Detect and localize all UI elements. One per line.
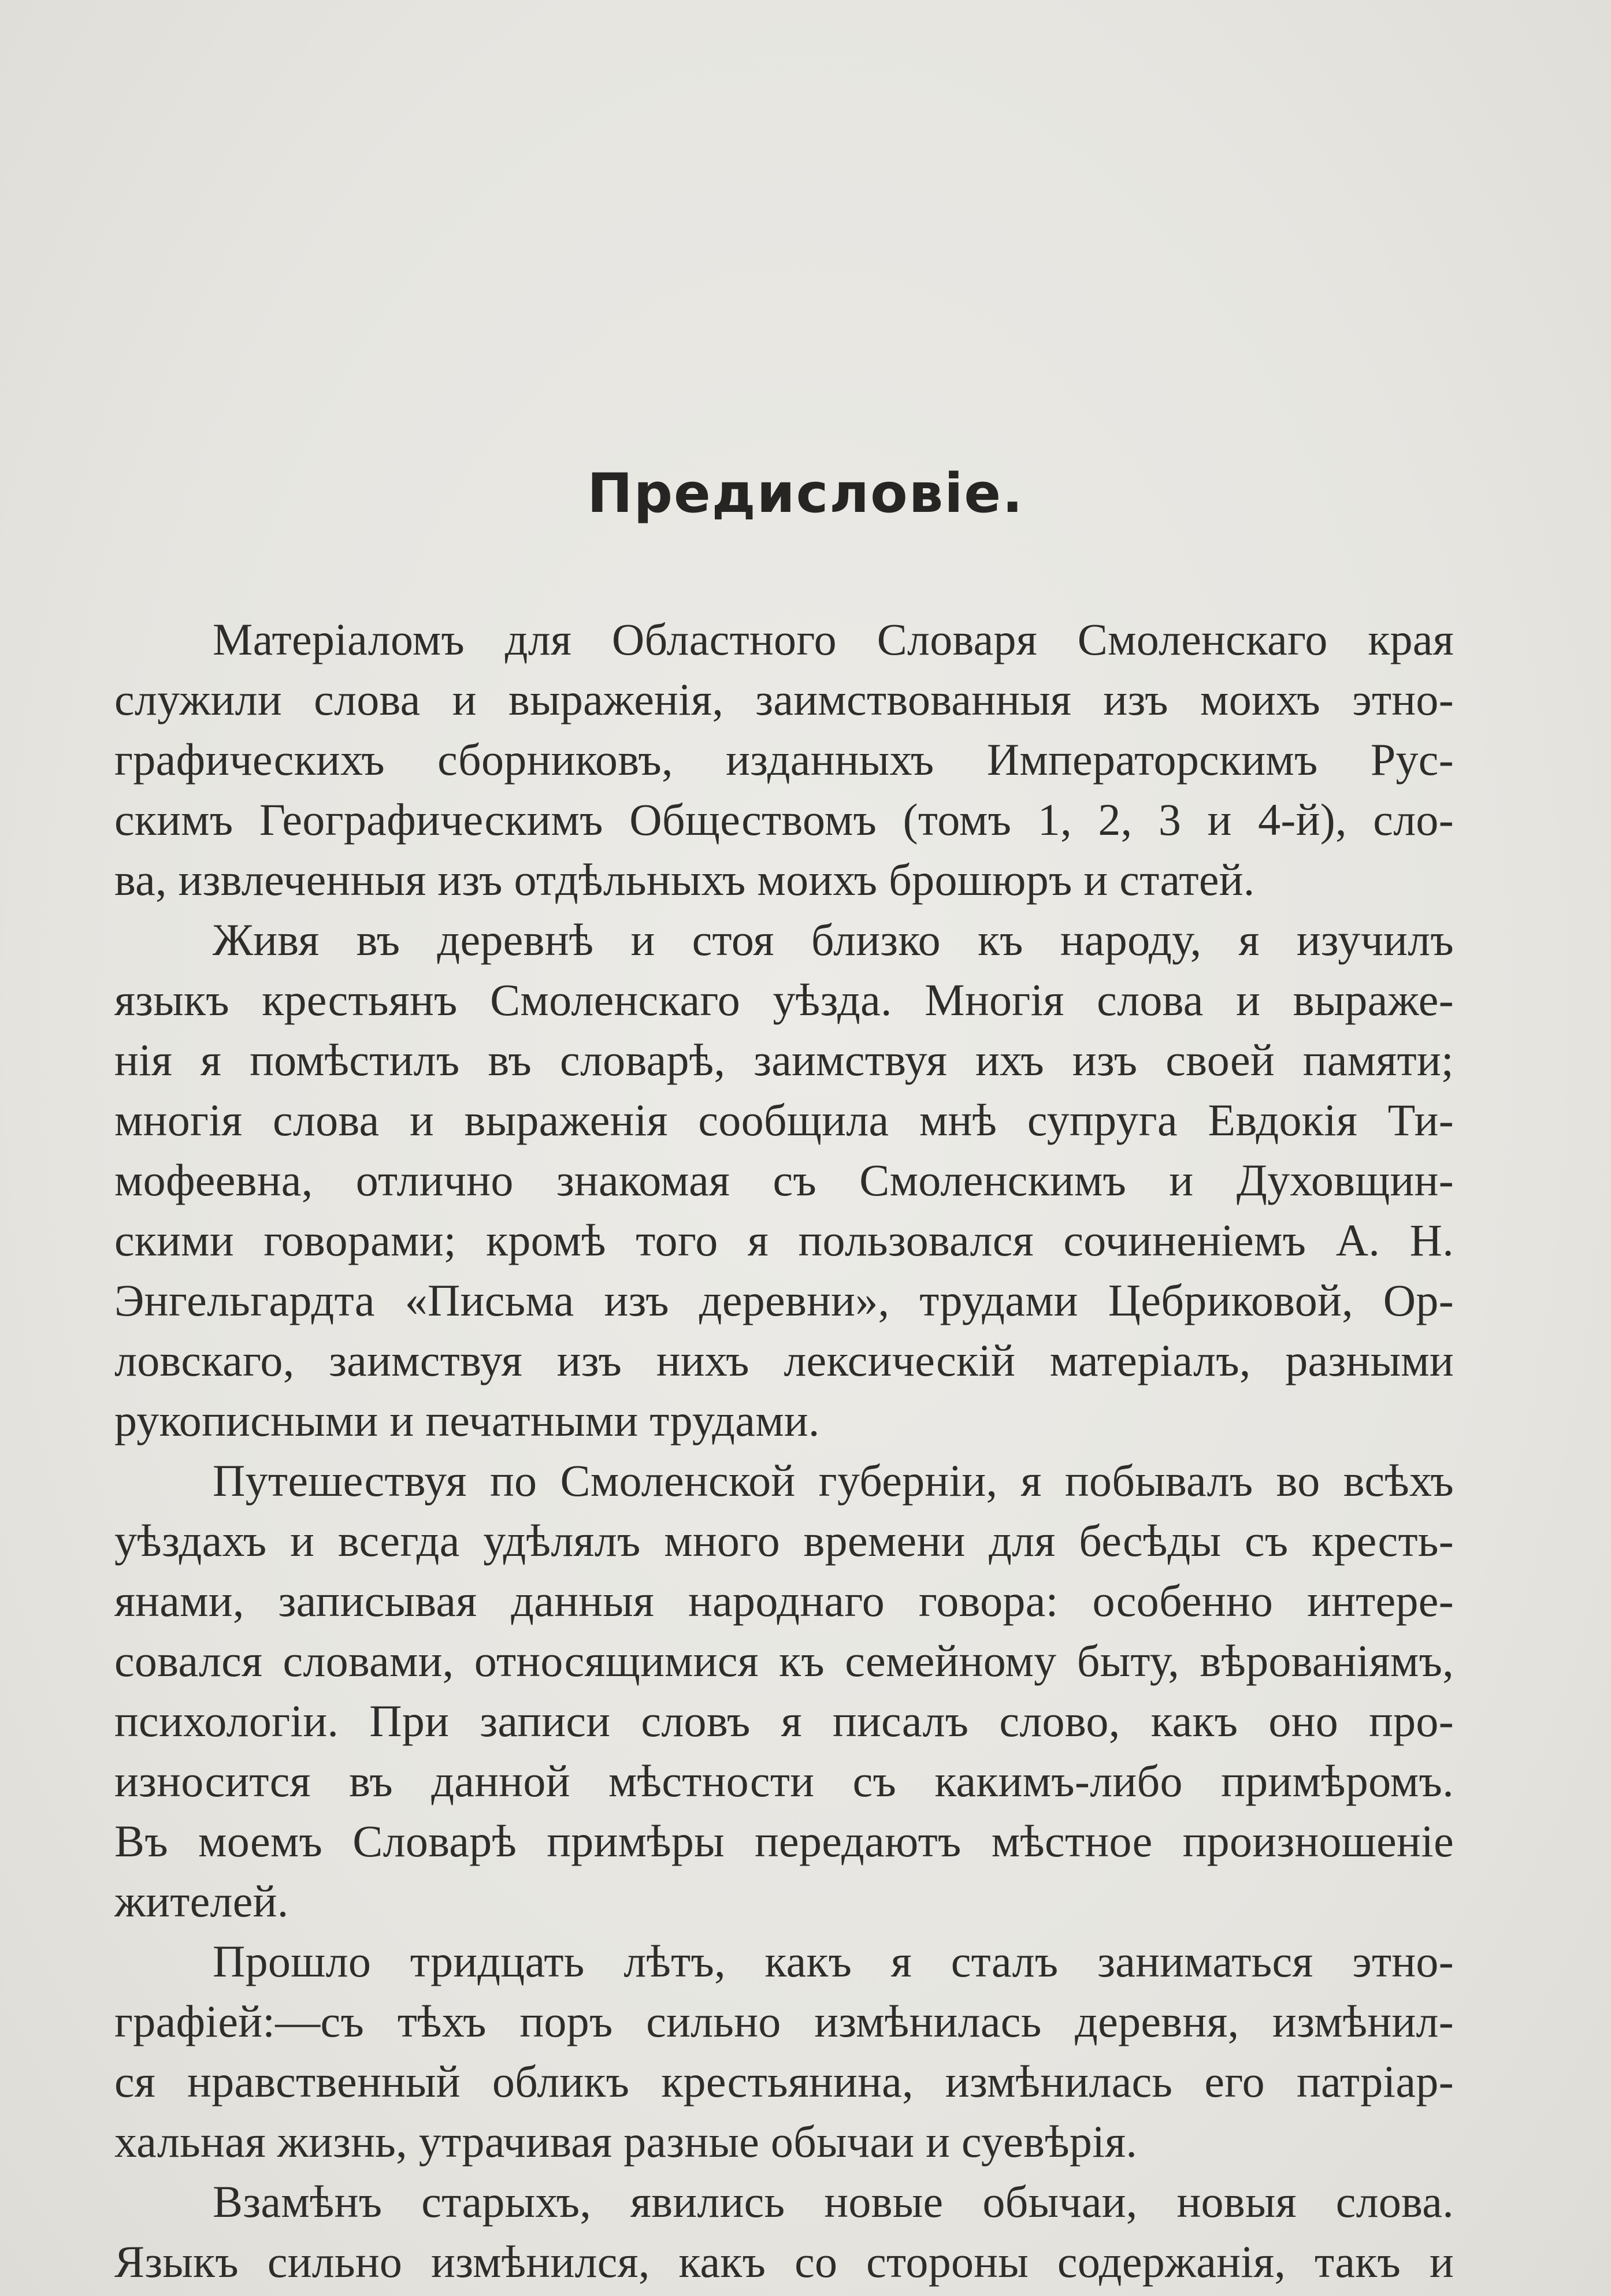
text-line: ва, извлеченныя изъ отдѣльныхъ моихъ брошюръ и статей. <box>114 855 1255 905</box>
preface-text <box>114 610 1454 2292</box>
text-line: износится въ данной мѣстности съ какимъ-либо примѣромъ. <box>114 1756 1454 1806</box>
text-line: нія я помѣстилъ въ словарѣ, заимствуя ихъ изъ своей памяти; <box>114 1035 1454 1085</box>
text-line: рукописными и печатными трудами. <box>114 1395 820 1446</box>
text-line: Энгельгардта «Письма изъ деревни», трудами Цебриковой, Ор- <box>114 1275 1454 1325</box>
text-line: жителей. <box>114 1876 289 1926</box>
text-line: Матеріаломъ для Областного Словаря Смоленскаго края <box>213 614 1454 664</box>
text-line: Языкъ сильно измѣнился, какъ со стороны содержанія, такъ и <box>114 2236 1454 2287</box>
text-line: скимъ Географическимъ Обществомъ (томъ 1, 2, 3 и 4-й), сло- <box>114 794 1454 845</box>
text-line: уѣздахъ и всегда удѣлялъ много времени для бесѣды съ кресть- <box>114 1515 1454 1566</box>
text-line: графическихъ сборниковъ, изданныхъ Императорскимъ Рус- <box>114 734 1454 785</box>
text-line: психологіи. При записи словъ я писалъ слово, какъ оно про- <box>114 1696 1454 1746</box>
text-line: языкъ крестьянъ Смоленскаго уѣзда. Многія слова и выраже- <box>114 975 1454 1025</box>
text-line: ловскаго, заимствуя изъ нихъ лексическій матеріалъ, разными <box>114 1335 1454 1385</box>
page-title: Предисловіе. <box>587 462 1024 525</box>
text-line: хальная жизнь, утрачивая разные обычаи и суевѣрія. <box>114 2116 1138 2167</box>
text-line: Взамѣнъ старыхъ, явились новые обычаи, новыя слова. <box>213 2176 1454 2227</box>
text-line: Путешествуя по Смоленской губерніи, я побывалъ во всѣхъ <box>213 1455 1454 1506</box>
text-line: служили слова и выраженія, заимствованныя изъ моихъ этно- <box>114 674 1454 725</box>
text-line: Прошло тридцать лѣтъ, какъ я сталъ заниматься этно- <box>213 1936 1454 1986</box>
text-line: скими говорами; кромѣ того я пользовался сочиненіемъ А. Н. <box>114 1215 1454 1265</box>
text-line: янами, записывая данныя народнаго говора: особенно интере- <box>114 1576 1454 1626</box>
text-line: мофеевна, отлично знакомая съ Смоленскимъ и Духовщин- <box>114 1155 1454 1205</box>
text-line: ся нравственный обликъ крестьянина, измѣнилась его патріар- <box>114 2056 1454 2106</box>
text-line: Въ моемъ Словарѣ примѣры передаютъ мѣстное произношеніе <box>114 1816 1454 1866</box>
text-line: графіей:—съ тѣхъ поръ сильно измѣнилась деревня, измѣнил- <box>114 1996 1454 2046</box>
text-line: многія слова и выраженія сообщила мнѣ супруга Евдокія Ти- <box>114 1095 1454 1145</box>
text-line: совался словами, относящимися къ семейному быту, вѣрованіямъ, <box>114 1636 1454 1686</box>
text-line: Живя въ деревнѣ и стоя близко къ народу, я изучилъ <box>213 915 1454 965</box>
